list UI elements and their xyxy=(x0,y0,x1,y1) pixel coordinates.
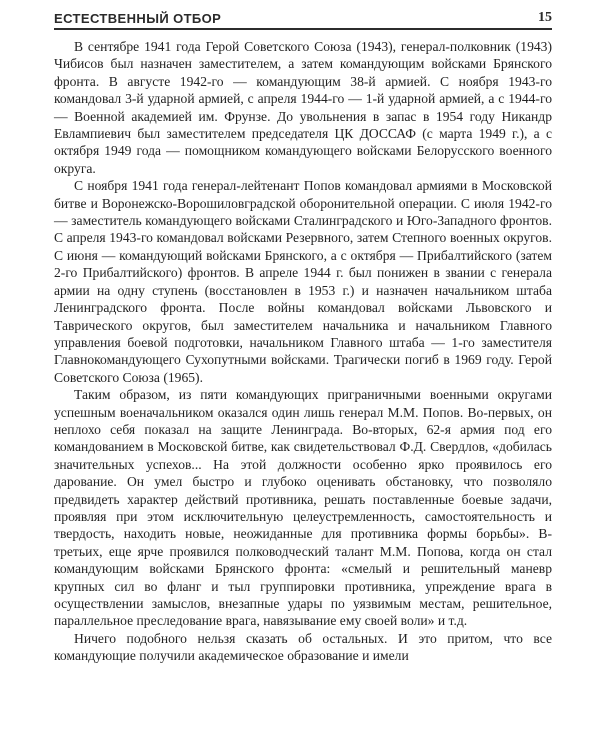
page-number: 15 xyxy=(538,10,552,25)
running-header xyxy=(54,8,552,30)
paragraph-others: Ничего подобного нельзя сказать об остальных. И это притом, что все командующие получили академическое образование и имели xyxy=(54,630,552,664)
paragraph-chibisov: В сентябре 1941 года Герой Советского Союза (1943), генерал-полковник (1943) Чибисов был назначен заместителем, а затем командующим войсками Брянского фронта. В августе 1942-го — командующим 38-й армией. С ноября 1943-го командовал 3-й ударной армией, с апреля 1944-го — 1-й ударной армией, а с 1944-го — Военной академией им. Фрунзе. До увольнения в запас в 1954 году Никандр Евлампиевич был заместителем председателя ЦК ДОССАФ (с марта 1949 г.), а с октября 1949 года — помощником командующего войсками Белорусского военного округа. xyxy=(54,39,552,176)
body-text xyxy=(54,38,552,665)
paragraph-popov-career: С ноября 1941 года генерал-лейтенант Попов командовал армиями в Московской битве и Воронежско-Ворошиловградской оборонительной операции. С июля 1942-го — заместитель командующего войсками Сталинградского и Юго-Западного фронтов. С апреля 1943-го командовал войсками Резервного, затем Степного военных округов. С июня — командующий войсками Брянского, а с октября — Прибалтийского (затем 2-го Прибалтийского) фронтов. В апреле 1944 г. был понижен в звании с генерала армии на одну ступень (восстановлен в 1953 г.) и назначен начальником штаба Ленинградского фронта. После войны командовал войсками Львовского и Таврического округов, был заместителем начальника и начальником Главного управления боевой подготовки, начальником Главного штаба — 1-го заместителя Главнокомандующего Сухопутными войсками. Трагически погиб в 1969 году. Герой Советского Союза (1965). xyxy=(54,178,552,385)
paragraph-conclusion-popov: Таким образом, из пяти командующих приграничными военными округами успешным военачальником оказался один лишь генерал М.М. Попов. Во-первых, он неплохо себя показал на защите Ленинграда. Во-вторых, 62-я армия под его командованием в Московской битве, как свидетельствовал Ф.Д. Свердлов, «добилась значительных успехов... На этой должности особенно ярко проявилось его дарование. Он умел быстро и глубоко оценивать обстановку, что позволяло предвидеть характер действий противника, решать поставленные боевые задачи, проявляя при этом исключительную целеустремленность, самостоятельность и твердость, находить новые, неожиданные для противника формы борьбы». В-третьих, еще ярче проявился полководческий талант М.М. Попова, когда он стал командующим войсками Брянского фронта: «смелый и решительный маневр крупных сил во фланг и тыл группировки противника, упреждение врага в осуществлении замыслов, внезапные удары по уязвимым местам, решительное, параллельное преследование врага, навязывание ему своей воли» и т.д. xyxy=(54,387,552,629)
running-header-title: ЕСТЕСТВЕННЫЙ ОТБОР xyxy=(54,11,222,26)
